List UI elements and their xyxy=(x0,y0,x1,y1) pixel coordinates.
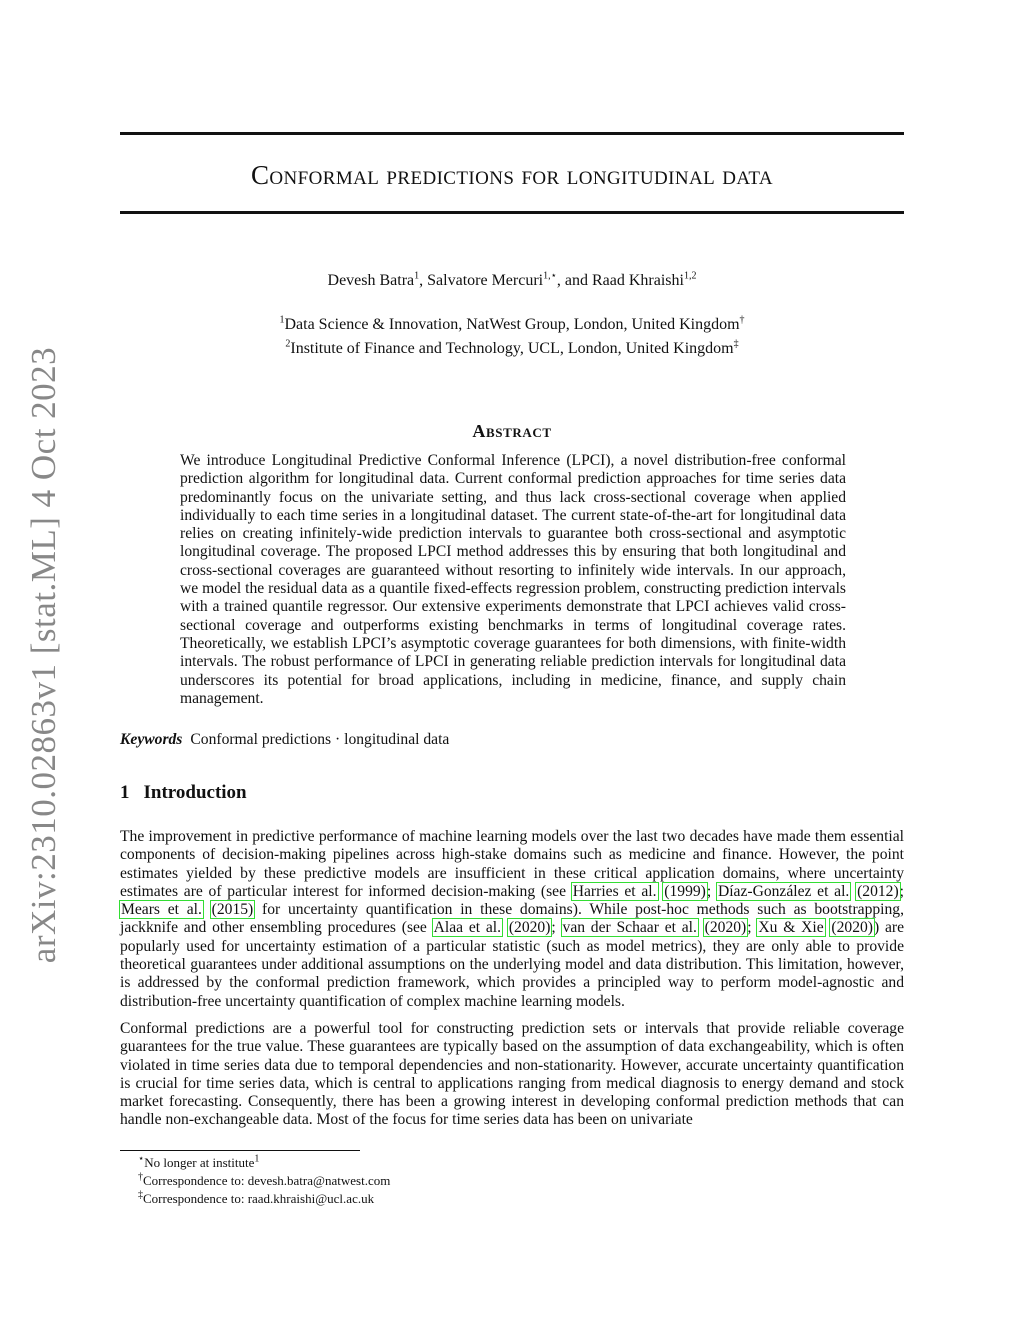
citation-year-link[interactable]: (2020) xyxy=(831,919,873,937)
keywords-line xyxy=(120,731,904,749)
citation-year-link[interactable]: (2020) xyxy=(704,919,747,937)
author-affil-sup: 1,⋆ xyxy=(543,270,557,282)
citation-link[interactable]: Harries et al. xyxy=(572,882,657,900)
citation-link[interactable]: Alaa et al. xyxy=(433,919,502,937)
citation-link[interactable]: Xu & Xie xyxy=(758,919,824,937)
title-rule-bottom xyxy=(120,211,904,214)
citation-link[interactable]: Mears et al. xyxy=(121,901,202,919)
citation-year-link[interactable]: (2012) xyxy=(857,882,899,900)
keywords-text: Conformal predictions · longitudinal data xyxy=(190,731,450,748)
author-name: Salvatore Mercuri xyxy=(427,272,544,289)
intro-paragraph-2: Conformal predictions are a powerful tool for constructing prediction sets or intervals that provide reliable coverage guarantees for the true value. These guarantees are typically based on the assumption of data exchangeability, which is often violated in time series data due to temporal dependencies and non-stationarity. However, accurate uncertainty quantification is crucial for time series data, which is central to applications ranging from medical diagnosis to energy demand and stock market forecasting. Consequently, there has been a growing interest in developing conformal prediction methods that can handle non-exchangeable data. Most of the focus for time series data has been on univariate xyxy=(120,1020,904,1129)
footnote: †Correspondence to: devesh.batra@natwest.com xyxy=(138,1171,391,1188)
footnotes xyxy=(138,1154,390,1208)
arxiv-identifier: arXiv:2310.02863v1 [stat.ML] 4 Oct 2023 xyxy=(24,346,63,964)
affiliation-line: $^1$Data Science & Innovation, NatWest Group, London, United Kingdom† xyxy=(279,314,745,333)
keywords-label: Keywords xyxy=(120,731,183,748)
author-list: Devesh Batra$^1$, Salvatore Mercuri$^{1,⋆}$, and Raad Khraishi$^{1,2}$ xyxy=(327,270,697,289)
citation-link[interactable]: Díaz-González et al. xyxy=(717,882,850,900)
section-number: 1 xyxy=(120,782,130,803)
footnote: ‡Correspondence to: raad.khraishi@ucl.ac.uk xyxy=(138,1189,375,1206)
citation-year-link[interactable]: (2020) xyxy=(508,919,551,937)
section-title: Introduction xyxy=(143,782,247,803)
author-name: Raad Khraishi xyxy=(591,272,684,289)
author-name: Devesh Batra xyxy=(327,272,415,289)
citation-year-link[interactable]: (1999) xyxy=(664,882,706,900)
title-rule-top xyxy=(120,132,904,135)
citation-link[interactable]: van der Schaar et al. xyxy=(562,919,697,937)
abstract-text: We introduce Longitudinal Predictive Conformal Inference (LPCI), a novel distribution-free conformal prediction algorithm for longitudinal data. Current conformal prediction approaches for time series data predominantly focus on the univariate setting, and thus lack cross-sectional coverage when applied individually to each time series in a longitudinal dataset. The current state-of-the-art for longitudinal data relies on creating infinitely-wide prediction intervals to guarantee both cross-sectional and asymptotic longitudinal coverage. The proposed LPCI method addresses this by ensuring that both longitudinal and cross-sectional coverages are guaranteed without resorting to infinitely wide intervals. In our approach, we model the residual data as a quantile fixed-effects regression problem, constructing prediction intervals with a trained quantile regressor. Our extensive experiments demonstrate that LPCI achieves valid cross-sectional coverage and outperforms existing benchmarks in terms of longitudinal coverage rates. Theoretically, we establish LPCI’s asymptotic coverage guarantees for both dimensions, with finite-width intervals. The robust performance of LPCI in generating reliable prediction intervals for longitudinal data underscores its potential for broad applications, including in medicine, finance, and supply chain management. xyxy=(180,452,846,707)
arxiv-sidebar-stamp xyxy=(18,346,70,964)
abstract-heading: Abstract xyxy=(472,421,552,441)
author-affil-sup: 1 xyxy=(414,270,420,282)
affiliations xyxy=(120,313,904,361)
section-heading xyxy=(120,782,247,804)
affiliation-line: $^2$Institute of Finance and Technology, UCL, London, United Kingdom‡ xyxy=(285,338,739,357)
paper-title: Conformal predictions for longitudinal data xyxy=(251,160,773,190)
footnote: ⋆No longer at institute$^1$ xyxy=(138,1153,260,1170)
author-affil-sup: 1,2 xyxy=(683,270,697,282)
intro-paragraph-1: The improvement in predictive performance of machine learning models over the last two decades have made them essential components of decision-making pipelines across high-stake domains such as medicine and finance. However, the point estimates yielded by these predictive models are insufficient in these critical application domains, where uncertainty estimates are of particular interest for informed decision-making (see Harries et al. (1999); Díaz-González et al. (2012); Mears et al. (2015) for uncertainty quantification in these domains). While post-hoc methods such as bootstrapping, jackknife and other ensembling procedures (see Alaa et al. (2020); van der Schaar et al. (2020); Xu & Xie (2020)) are popularly used for uncertainty estimation of a particular statistic (such as model metrics), they are only able to provide theoretical guarantees under additional assumptions on the underlying model and data distribution. This limitation, however, is addressed by the conformal prediction framework, which provides a principled way to perform model-agnostic and distribution-free uncertainty quantification of complex machine learning models. xyxy=(120,828,905,1010)
citation-year-link[interactable]: (2015) xyxy=(211,901,254,919)
footnote-divider xyxy=(120,1150,360,1151)
